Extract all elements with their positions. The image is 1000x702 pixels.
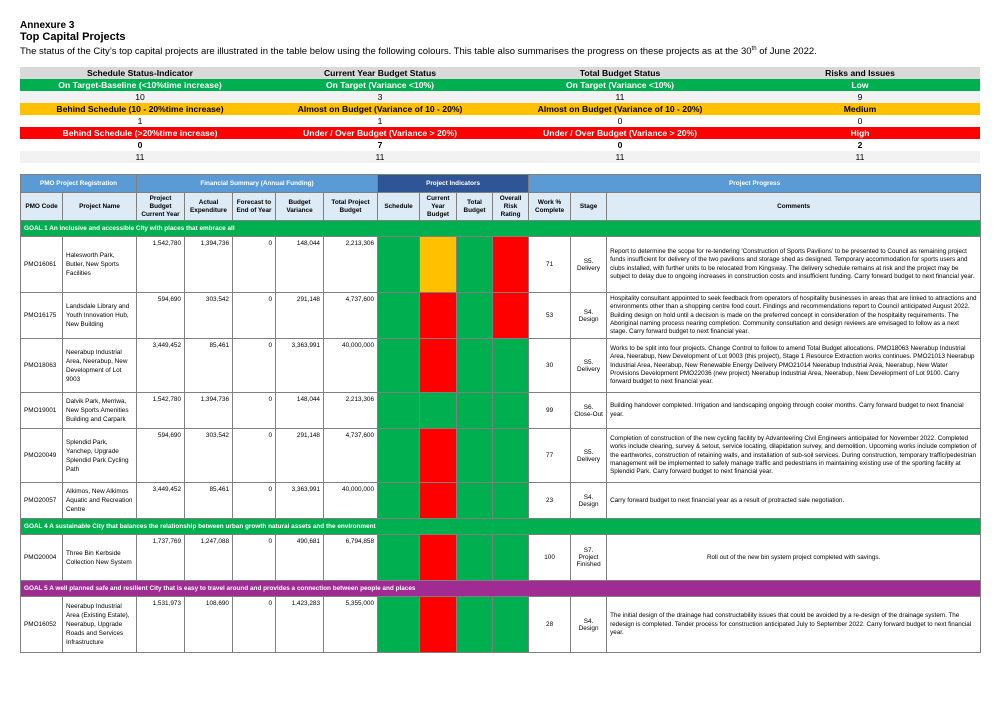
legend-amber-label: Almost on Budget (Variance of 10 - 20%) — [260, 103, 500, 115]
group-header-indicators: Project Indicators — [378, 175, 529, 193]
budget-current: 3,449,452 — [137, 339, 185, 393]
forecast: 0 — [233, 597, 276, 653]
stage: S7. Project Finished — [571, 535, 607, 581]
budget-current: 594,690 — [137, 293, 185, 339]
table-row — [21, 483, 981, 519]
total-budget-indicator — [457, 237, 493, 293]
stage: S6. Close-Out — [571, 393, 607, 429]
risk-indicator — [493, 597, 529, 653]
legend-header: Current Year Budget Status — [260, 67, 500, 79]
intro-text-end: of June 2022. — [756, 46, 817, 58]
table-row — [21, 237, 981, 293]
page-title: Top Capital Projects — [20, 31, 126, 43]
actual-expenditure: 1,394,736 — [185, 393, 233, 429]
budget-current: 1,542,780 — [137, 393, 185, 429]
pmo-code: PMO16052 — [21, 597, 63, 653]
legend-red-label: High — [740, 127, 980, 139]
column-header-risk: Overall Risk Rating — [493, 193, 529, 221]
comment: The initial design of the drainage had constructability issues that could be avoided by a re-design of the drainage system. The redesign is completed. Tender process for construction anticipated July to September 2022. Carry forward budget to next financial year. — [607, 597, 981, 653]
comment: Report to determine the scope for re-tendering ‘Construction of Sports Pavilions’ to be presented to Council as remaining project funds insufficient for delivery of the two pavilions and storage shed as designed. Temporary accommodation for sports users and clubs installed, with further units to be relocated from Kingsway. The delivery schedule remains at risk and the project may be subject to delay due to ongoing increases in construction costs and insufficient funding. Carry forward budget to next financial year. — [607, 237, 981, 293]
legend-header: Total Budget Status — [500, 67, 740, 79]
legend-green-label: On Target-Baseline (<10%time increase) — [20, 79, 260, 91]
comment: Hospitality consultant appointed to seek feedback from operators of hospitality businesses in areas that are linked to attractions and environments other than a shopping centre food court. Findings and recommendations report to Council anticipated August 2022. Building design on hold until a decision is made on the preferred concept in consideration of the hospitality requirements. The Aboriginal naming process nearing completion. Community consultation and design reviews are envisaged to follow as a next stage. Carry forward budget to next financial year. — [607, 293, 981, 339]
pmo-code: PMO16175 — [21, 293, 63, 339]
goal-5-row: GOAL 5 A well planned safe and resilient City that is easy to travel around and provides a connection between people and places — [21, 581, 981, 597]
legend-header: Schedule Status-Indicator — [20, 67, 260, 79]
project-name: Splendid Park, Yanchep, Upgrade Splendid Park Cycling Path — [63, 429, 137, 483]
total-budget: 40,000,000 — [324, 483, 378, 519]
comment: Building handover completed. Irrigation and landscaping ongoing through cooler months. Carry forward budget to next financial year. — [607, 393, 981, 429]
total-budget-indicator — [457, 429, 493, 483]
group-header-financial: Financial Summary (Annual Funding) — [137, 175, 378, 193]
column-header-actual: Actual Expenditure — [185, 193, 233, 221]
legend-red-label: Behind Schedule (>20%time increase) — [20, 127, 260, 139]
legend-total: 11 — [500, 151, 740, 163]
column-header-pmo-code: PMO Code — [21, 193, 63, 221]
column-header-forecast: Forecast to End of Year — [233, 193, 276, 221]
actual-expenditure: 85,461 — [185, 483, 233, 519]
legend-green-count: 10 — [20, 91, 260, 103]
total-budget: 4,737,600 — [324, 293, 378, 339]
table-row — [21, 535, 981, 581]
actual-expenditure: 108,690 — [185, 597, 233, 653]
schedule-indicator — [378, 237, 420, 293]
risk-indicator — [493, 293, 529, 339]
schedule-indicator — [378, 429, 420, 483]
stage: S5. Delivery — [571, 339, 607, 393]
capital-projects-table — [20, 174, 981, 653]
actual-expenditure: 303,542 — [185, 293, 233, 339]
group-header-registration: PMO Project Registration — [21, 175, 137, 193]
work-complete: 71 — [529, 237, 571, 293]
stage: S4. Design — [571, 597, 607, 653]
total-budget: 40,000,000 — [324, 339, 378, 393]
total-budget: 4,737,600 — [324, 429, 378, 483]
stage: S4. Design — [571, 483, 607, 519]
forecast: 0 — [233, 339, 276, 393]
total-budget: 2,213,306 — [324, 393, 378, 429]
stage: S5. Delivery — [571, 237, 607, 293]
budget-current: 1,542,780 — [137, 237, 185, 293]
schedule-indicator — [378, 535, 420, 581]
work-complete: 99 — [529, 393, 571, 429]
total-budget: 5,355,000 — [324, 597, 378, 653]
schedule-indicator — [378, 483, 420, 519]
actual-expenditure: 85,461 — [185, 339, 233, 393]
annexure-label: Annexure 3 — [20, 20, 75, 31]
total-budget-indicator — [457, 339, 493, 393]
work-complete: 30 — [529, 339, 571, 393]
risk-indicator — [493, 429, 529, 483]
legend-amber-label: Almost on Budget (Variance of 10 - 20%) — [500, 103, 740, 115]
stage: S5. Delivery — [571, 429, 607, 483]
budget-current: 1,531,973 — [137, 597, 185, 653]
forecast: 0 — [233, 429, 276, 483]
column-header-total-budget: Total Project Budget — [324, 193, 378, 221]
budget-current: 1,737,769 — [137, 535, 185, 581]
pmo-code: PMO20049 — [21, 429, 63, 483]
legend-green-count: 3 — [260, 91, 500, 103]
schedule-indicator — [378, 393, 420, 429]
table-row — [21, 293, 981, 339]
total-budget-indicator — [457, 483, 493, 519]
project-name: Alkimos, New Alkimos Aquatic and Recreation Centre — [63, 483, 137, 519]
current-year-budget-indicator — [420, 535, 457, 581]
budget-current: 3,449,452 — [137, 483, 185, 519]
legend-green-label: On Target (Variance <10%) — [500, 79, 740, 91]
current-year-budget-indicator — [420, 339, 457, 393]
budget-variance: 1,423,283 — [276, 597, 324, 653]
column-header-schedule: Schedule — [378, 193, 420, 221]
table-row — [21, 339, 981, 393]
risk-indicator — [493, 535, 529, 581]
budget-current: 594,690 — [137, 429, 185, 483]
total-budget-indicator — [457, 293, 493, 339]
pmo-code: PMO16061 — [21, 237, 63, 293]
legend-green-label: On Target (Variance <10%) — [260, 79, 500, 91]
total-budget-indicator — [457, 393, 493, 429]
legend-header: Risks and Issues — [740, 67, 980, 79]
risk-indicator — [493, 339, 529, 393]
comment: Roll out of the new bin system project completed with savings. — [607, 535, 981, 581]
column-header-project-name: Project Name — [63, 193, 137, 221]
current-year-budget-indicator — [420, 237, 457, 293]
current-year-budget-indicator — [420, 483, 457, 519]
current-year-budget-indicator — [420, 597, 457, 653]
group-header-progress: Project Progress — [529, 175, 981, 193]
legend-green-label: Low — [740, 79, 980, 91]
total-budget: 6,794,858 — [324, 535, 378, 581]
column-header-variance: Budget Variance — [276, 193, 324, 221]
work-complete: 53 — [529, 293, 571, 339]
stage: S4. Design — [571, 293, 607, 339]
budget-variance: 148,044 — [276, 237, 324, 293]
risk-indicator — [493, 237, 529, 293]
column-header-work-complete: Work % Complete — [529, 193, 571, 221]
total-budget: 2,213,306 — [324, 237, 378, 293]
column-header-comments: Comments — [607, 193, 981, 221]
intro-superscript: th — [751, 46, 757, 52]
actual-expenditure: 1,247,088 — [185, 535, 233, 581]
schedule-indicator — [378, 293, 420, 339]
project-name: Dalvik Park, Merriwa, New Sports Amenities Building and Carpark — [63, 393, 137, 429]
legend-red-count: 7 — [260, 139, 500, 151]
budget-variance: 291,148 — [276, 293, 324, 339]
legend-amber-count: 1 — [20, 115, 260, 127]
legend-total: 11 — [740, 151, 980, 163]
legend-amber-count: 0 — [740, 115, 980, 127]
project-name: Landsdale Library and Youth Innovation Hub, New Building — [63, 293, 137, 339]
schedule-indicator — [378, 339, 420, 393]
total-budget-indicator — [457, 535, 493, 581]
legend-amber-count: 0 — [500, 115, 740, 127]
project-name: Three Bin Kerbside Collection New System — [63, 535, 137, 581]
legend-green-count: 9 — [740, 91, 980, 103]
intro-text: The status of the City’s top capital projects are illustrated in the table below using the following colours. This table also summarises the progress on these projects as at the 30 — [20, 46, 752, 58]
actual-expenditure: 303,542 — [185, 429, 233, 483]
legend-amber-count: 1 — [260, 115, 500, 127]
legend-red-label: Under / Over Budget (Variance > 20%) — [260, 127, 500, 139]
legend-amber-label: Medium — [740, 103, 980, 115]
current-year-budget-indicator — [420, 293, 457, 339]
column-header-total-budget-indicator: Total Budget — [457, 193, 493, 221]
project-name: Neerabup Industrial Area (Existing Estate), Neerabup, Upgrade Roads and Services Infrastructure — [63, 597, 137, 653]
budget-variance: 148,044 — [276, 393, 324, 429]
total-budget-indicator — [457, 597, 493, 653]
status-legend-table — [20, 67, 980, 163]
forecast: 0 — [233, 483, 276, 519]
comment: Works to be split into four projects. Change Control to follow to amend Total Budget allocations. PMO18063 Neerabup Industrial Area, Neerabup, New Development of Lot 9003 (this project), Stage 1 Resource Extraction works continues. PMO21013 Neerabup Industrial Area, Neerabup, New Renewable Energy Delivery PMO21014 Neerabup Industrial Area, Neerabup, New Water Provisions Development PMO22036 (new project) Neerabup Industrial Area, Neerabup, New Development of Lot 9100. Carry forward budget to next financial year. — [607, 339, 981, 393]
work-complete: 23 — [529, 483, 571, 519]
forecast: 0 — [233, 237, 276, 293]
column-header-current-year-budget: Current Year Budget — [420, 193, 457, 221]
goal-1-row: GOAL 1 An inclusive and accessible City with places that embrace all — [21, 221, 981, 237]
current-year-budget-indicator — [420, 393, 457, 429]
legend-red-count: 2 — [740, 139, 980, 151]
actual-expenditure: 1,394,736 — [185, 237, 233, 293]
work-complete: 100 — [529, 535, 571, 581]
forecast: 0 — [233, 535, 276, 581]
budget-variance: 291,148 — [276, 429, 324, 483]
intro-paragraph — [20, 43, 980, 58]
legend-amber-label: Behind Schedule (10 - 20%time increase) — [20, 103, 260, 115]
pmo-code: PMO18063 — [21, 339, 63, 393]
risk-indicator — [493, 393, 529, 429]
work-complete: 28 — [529, 597, 571, 653]
pmo-code: PMO20004 — [21, 535, 63, 581]
risk-indicator — [493, 483, 529, 519]
forecast: 0 — [233, 393, 276, 429]
legend-red-count: 0 — [500, 139, 740, 151]
budget-variance: 490,681 — [276, 535, 324, 581]
legend-green-count: 11 — [500, 91, 740, 103]
table-row — [21, 597, 981, 653]
column-header-stage: Stage — [571, 193, 607, 221]
table-row — [21, 393, 981, 429]
forecast: 0 — [233, 293, 276, 339]
budget-variance: 3,363,991 — [276, 483, 324, 519]
schedule-indicator — [378, 597, 420, 653]
column-header-budget-current: Project Budget Current Year — [137, 193, 185, 221]
pmo-code: PMO19001 — [21, 393, 63, 429]
project-name: Neerabup Industrial Area, Neerabup, New Development of Lot 9003 — [63, 339, 137, 393]
comment: Carry forward budget to next financial year as a result of protracted sale negotiation. — [607, 483, 981, 519]
current-year-budget-indicator — [420, 429, 457, 483]
pmo-code: PMO20057 — [21, 483, 63, 519]
legend-total: 11 — [20, 151, 260, 163]
goal-4-row: GOAL 4 A sustainable City that balances the relationship between urban growth natural assets and the environment — [21, 519, 981, 535]
budget-variance: 3,363,991 — [276, 339, 324, 393]
comment: Completion of construction of the new cycling facility by Advanteering Civil Engineers anticipated for November 2022. Completed works include clearing, survey & setout, service locating, dilapidation survey, and demolition. Upcoming works include completion of the earthworks, construction of retaining walls, and installation of sub-soil services. During construction, temporary traffic/pedestrian management will be implemented to safely manage traffic and pedestrians in maintaining existing use of the sporting facility at Splendid Park. Carry forward budget to next financial year. — [607, 429, 981, 483]
legend-total: 11 — [260, 151, 500, 163]
legend-red-label: Under / Over Budget (Variance > 20%) — [500, 127, 740, 139]
table-row — [21, 429, 981, 483]
project-name: Halesworth Park, Butler, New Sports Facilities — [63, 237, 137, 293]
work-complete: 77 — [529, 429, 571, 483]
legend-red-count: 0 — [20, 139, 260, 151]
